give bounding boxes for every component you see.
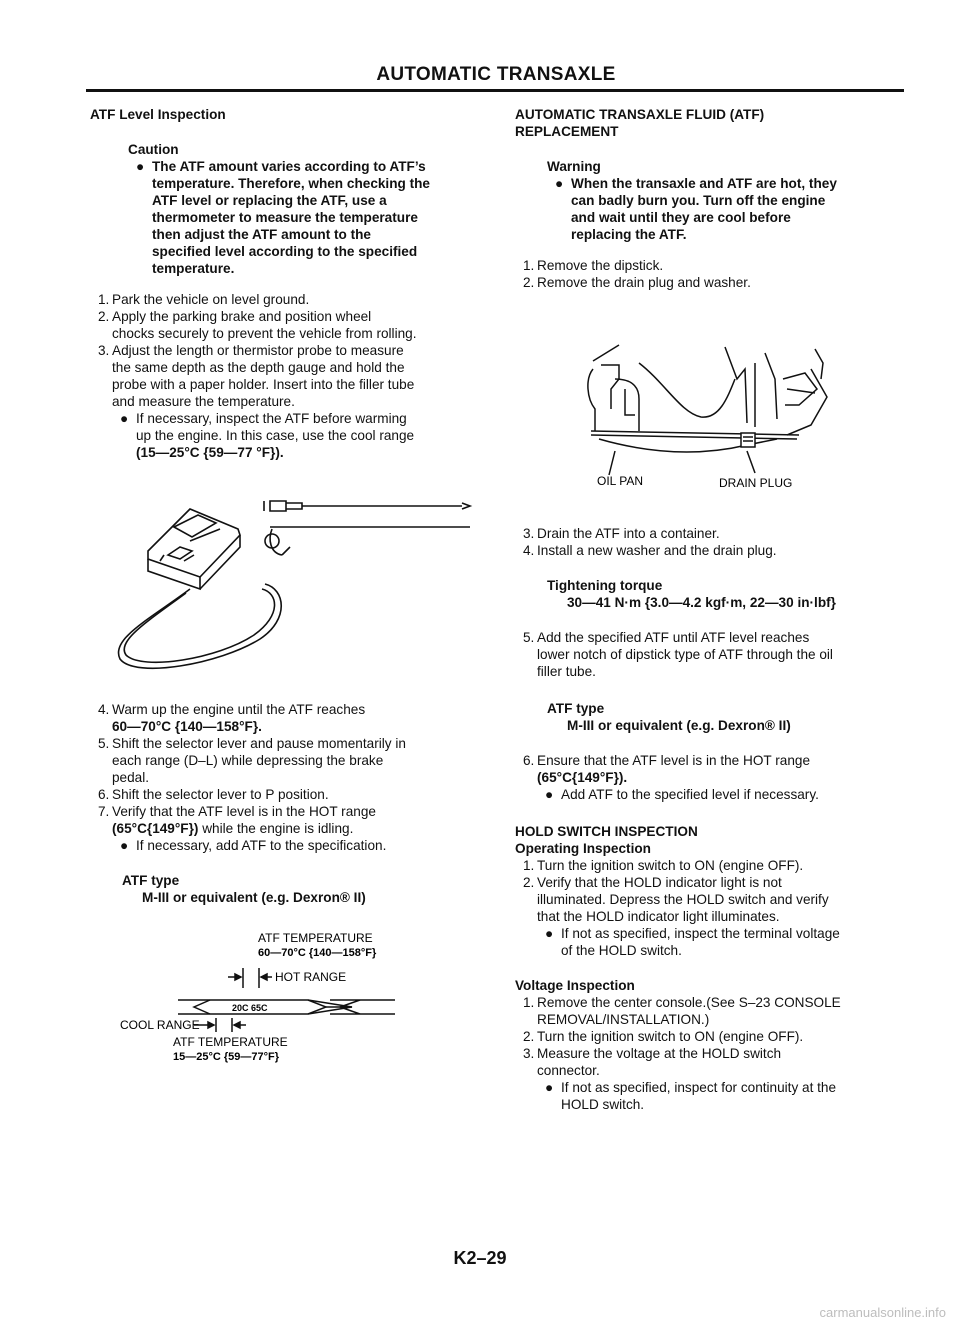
step-text: Add the specified ATF until ATF level reaches — [537, 630, 810, 645]
torque-label: Tightening torque — [547, 578, 663, 593]
step-text: Turn the ignition switch to ON (engine OFF). — [537, 858, 804, 873]
volt-step-3 — [515, 1045, 910, 1113]
step-3 — [90, 342, 485, 461]
step-number: 4. — [98, 702, 110, 717]
step-number: 7. — [98, 804, 110, 819]
hot-temp-value: 60—70°C {140—158°F}. — [112, 719, 262, 734]
step-r5-wrap — [515, 629, 910, 680]
caution-line: thermometer to measure the temperature — [152, 210, 418, 225]
volt-step-1 — [515, 994, 910, 1028]
step-5 — [90, 735, 485, 786]
step-1 — [90, 291, 485, 308]
atf-type-label: ATF type — [547, 701, 605, 716]
step-text: lower notch of dipstick type of ATF through the oil — [537, 647, 833, 662]
volt-step-2 — [515, 1028, 910, 1045]
thermometer-figure — [90, 489, 485, 679]
bullet-icon: ● — [545, 787, 554, 802]
step-text: Measure the voltage at the HOLD switch — [537, 1046, 782, 1061]
right-column — [515, 106, 910, 1113]
step-text: REMOVAL/INSTALLATION.) — [537, 1012, 710, 1027]
warning-bullet — [547, 175, 910, 243]
step-7-bullet — [112, 837, 485, 854]
step-text: Shift the selector lever to P position. — [112, 787, 329, 802]
step-text: Install a new washer and the drain plug. — [537, 543, 777, 558]
atf-type-value: M-III or equivalent (e.g. Dexron® II) — [567, 718, 791, 733]
step-7 — [90, 803, 485, 854]
bullet-icon: ● — [136, 159, 145, 174]
step-number: 1. — [523, 258, 535, 273]
step-text: Turn the ignition switch to ON (engine OFF). — [537, 1029, 804, 1044]
step-text: chocks securely to prevent the vehicle from rolling. — [112, 326, 417, 341]
hot-range-value: (65°C{149°F}). — [537, 770, 628, 785]
step-r4 — [515, 542, 910, 559]
step-text: each range (D–L) while depressing the brake — [112, 753, 384, 768]
caution-line: specified level according to the specified — [152, 244, 418, 259]
oil-pan-label: OIL PAN — [597, 474, 644, 488]
steps-4-7 — [90, 701, 485, 854]
steps-r3-4 — [515, 525, 910, 559]
bullet-icon: ● — [120, 838, 129, 853]
step-text: Remove the center console.(See S–23 CONSOLE — [537, 995, 841, 1010]
bottom-temp-value: 15—25°C {59—77°F} — [173, 1051, 280, 1063]
voltage-inspection-title: Voltage Inspection — [515, 978, 635, 993]
step-text: connector. — [537, 1063, 600, 1078]
bullet-text: of the HOLD switch. — [561, 943, 682, 958]
caution-block — [128, 141, 485, 277]
step-text: illuminated. Depress the HOLD switch and verify — [537, 892, 829, 907]
page-header-title: AUTOMATIC TRANSAXLE — [376, 64, 616, 85]
step-r1 — [515, 257, 910, 274]
step-text: Adjust the length or thermistor probe to measure — [112, 343, 404, 358]
bullet-icon: ● — [545, 926, 554, 941]
step-text: Verify that the HOLD indicator light is not — [537, 875, 782, 890]
caution-line: The ATF amount varies according to ATF’s — [152, 159, 426, 174]
operating-inspection-title: Operating Inspection — [515, 841, 651, 856]
op-step-1 — [515, 857, 910, 874]
step-number: 1. — [98, 292, 110, 307]
step-text: Verify that the ATF level is in the HOT range — [112, 804, 376, 819]
bullet-text: If necessary, inspect the ATF before warming — [136, 411, 407, 426]
step-number: 5. — [98, 736, 110, 751]
step-number: 5. — [523, 630, 535, 645]
top-temp-value: 60—70°C {140—158°F} — [258, 947, 377, 959]
step-text: Remove the drain plug and washer. — [537, 275, 751, 290]
bottom-temp-label: ATF TEMPERATURE — [173, 1035, 288, 1049]
step-4 — [90, 701, 485, 735]
step-r2 — [515, 274, 910, 291]
header-rule — [86, 89, 904, 92]
step-text: Remove the dipstick. — [537, 258, 664, 273]
hot-range-value: (65°C{149°F}) — [112, 821, 199, 836]
oil-pan-illustration — [515, 339, 910, 489]
step-text: pedal. — [112, 770, 150, 785]
caution-line: temperature. — [152, 261, 235, 276]
step-text: the same depth as the depth gauge and hold the — [112, 360, 405, 375]
warning-block — [547, 158, 910, 243]
step-number: 3. — [523, 526, 535, 541]
hot-range-label: HOT RANGE — [275, 970, 347, 984]
caution-line: temperature. Therefore, when checking the — [152, 176, 430, 191]
step-2 — [90, 308, 485, 342]
dipstick-figure — [90, 928, 485, 1108]
caution-line: then adjust the ATF amount to the — [152, 227, 371, 242]
step-r3 — [515, 525, 910, 542]
atf-type-value: M-III or equivalent (e.g. Dexron® II) — [142, 890, 366, 905]
step-text: Drain the ATF into a container. — [537, 526, 720, 541]
cool-range-label: COOL RANGE — [120, 1018, 200, 1032]
warning-line: When the transaxle and ATF are hot, they — [571, 176, 837, 191]
step-text: filler tube. — [537, 664, 596, 679]
hold-switch-section — [515, 823, 910, 1113]
step-text: Park the vehicle on level ground. — [112, 292, 310, 307]
steps-1-3 — [90, 291, 485, 461]
bullet-text: If not as specified, inspect for continuity at the — [561, 1080, 837, 1095]
step-number: 1. — [523, 858, 535, 873]
step-text: Warm up the engine until the ATF reaches — [112, 702, 366, 717]
step-number: 2. — [98, 309, 110, 324]
step-6 — [90, 786, 485, 803]
atf-type-spec-left — [122, 872, 485, 906]
bullet-icon: ● — [555, 176, 564, 191]
volt-step-3-bullet — [537, 1079, 910, 1113]
step-r6 — [515, 752, 910, 803]
section-title-atf-replacement: AUTOMATIC TRANSAXLE FLUID (ATF) — [515, 107, 765, 122]
scale-mark: 20C 65C — [232, 1003, 268, 1013]
top-temp-label: ATF TEMPERATURE — [258, 931, 373, 945]
section-title-atf-level: ATF Level Inspection — [90, 107, 226, 122]
step-number: 2. — [523, 275, 535, 290]
step-text: that the HOLD indicator light illuminates. — [537, 909, 780, 924]
step-text: Ensure that the ATF level is in the HOT range — [537, 753, 811, 768]
warning-label: Warning — [547, 159, 601, 174]
step-number: 2. — [523, 1029, 535, 1044]
bullet-text: If necessary, add ATF to the specification. — [136, 838, 387, 853]
step-number: 6. — [98, 787, 110, 802]
thermometer-illustration — [90, 489, 485, 679]
torque-spec — [547, 577, 910, 611]
bullet-text: HOLD switch. — [561, 1097, 645, 1112]
caution-bullet — [128, 158, 485, 277]
warning-line: replacing the ATF. — [571, 227, 687, 242]
bullet-text: up the engine. In this case, use the cool range — [136, 428, 415, 443]
step-r6-wrap — [515, 752, 910, 803]
atf-type-spec-right — [547, 700, 910, 734]
step-number: 1. — [523, 995, 535, 1010]
step-number: 4. — [523, 543, 535, 558]
warning-line: and wait until they are cool before — [571, 210, 791, 225]
page-number: K2–29 — [453, 1248, 507, 1268]
steps-r1-2 — [515, 257, 910, 291]
drain-plug-label: DRAIN PLUG — [719, 476, 793, 489]
caution-line: ATF level or replacing the ATF, use a — [152, 193, 387, 208]
section-title-atf-replacement-2: REPLACEMENT — [515, 124, 619, 139]
hold-switch-title: HOLD SWITCH INSPECTION — [515, 824, 698, 839]
step-r6-bullet — [537, 786, 910, 803]
left-column — [90, 106, 485, 1108]
warning-line: can badly burn you. Turn off the engine — [571, 193, 826, 208]
watermark: carmanualsonline.info — [819, 1305, 946, 1320]
bullet-text: If not as specified, inspect the terminal voltage — [561, 926, 840, 941]
torque-value: 30—41 N·m {3.0—4.2 kgf·m, 22—30 in·lbf} — [567, 595, 836, 610]
step-text: probe with a paper holder. Insert into the filler tube — [112, 377, 415, 392]
bullet-icon: ● — [545, 1080, 554, 1095]
dipstick-illustration — [90, 928, 485, 1108]
step-number: 3. — [523, 1046, 535, 1061]
step-text: while the engine is idling. — [198, 821, 354, 836]
bullet-icon: ● — [120, 411, 129, 426]
op-step-2 — [515, 874, 910, 959]
step-text: Apply the parking brake and position wheel — [112, 309, 372, 324]
cool-range-value: (15—25°C {59—77 °F}). — [136, 445, 284, 460]
step-text: and measure the temperature. — [112, 394, 295, 409]
oil-pan-figure — [515, 339, 910, 489]
step-r5 — [515, 629, 910, 680]
step-number: 6. — [523, 753, 535, 768]
atf-type-label: ATF type — [122, 873, 180, 888]
caution-label: Caution — [128, 142, 179, 157]
step-3-bullet — [112, 410, 485, 461]
step-number: 3. — [98, 343, 110, 358]
bullet-text: Add ATF to the specified level if necessary. — [561, 787, 819, 802]
step-text: Shift the selector lever and pause momentarily in — [112, 736, 406, 751]
step-number: 2. — [523, 875, 535, 890]
op-step-2-bullet — [537, 925, 910, 959]
